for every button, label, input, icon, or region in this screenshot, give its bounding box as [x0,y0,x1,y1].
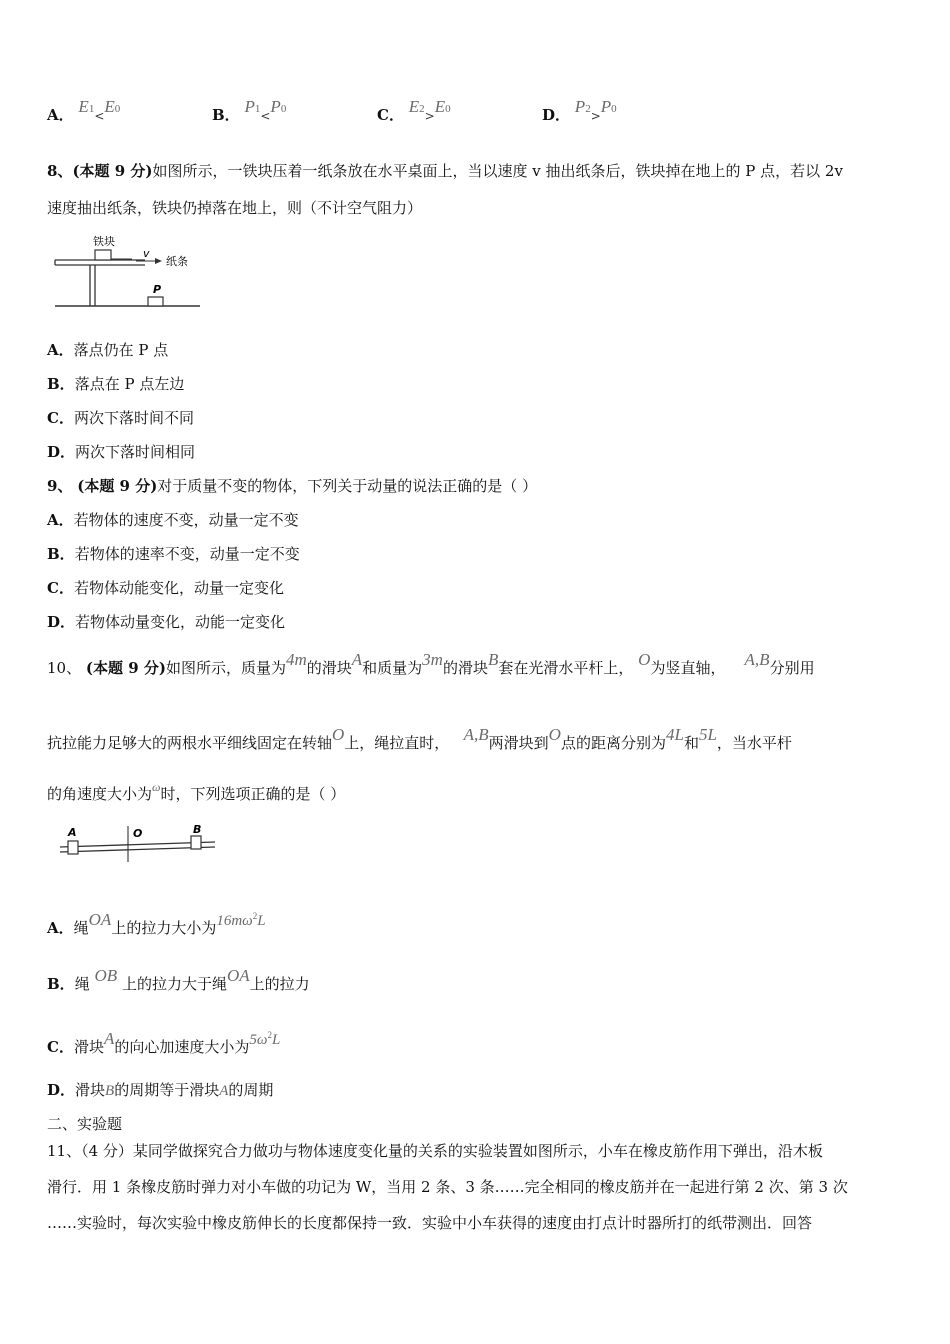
label-o: O [133,827,143,840]
q10-stem-line3: 的角速度大小为$^\omega$时，下列选项正确的是（ ） [47,780,346,803]
q9-option-a[interactable]: A．若物体的速度不变，动量一定不变 [47,511,299,529]
q7-option-d[interactable] [542,97,617,125]
q8-option-b[interactable]: B．落点在 P 点左边 [47,375,185,393]
q10-stem-line1: 10、 (本题 9 分)如图所示，质量为4m的滑块A和质量为3m的滑块B套在光滑水平杆上， O为竖直轴， A,B分别用 [47,650,815,677]
q11-line2: 滑行．用 1 条橡皮筋时弹力对小车做的功记为 W，当用 2 条、3 条……完全相同的橡皮筋并在一起进行第 2 次、第 3 次 [47,1178,848,1196]
math-rhs: E0 [104,97,121,116]
relation: < [94,109,105,123]
q11-line3: ……实验时，每次实验中橡皮筋伸长的长度都保持一致．实验中小车获得的速度由打点计时器所打的纸带测出．回答 [47,1214,813,1232]
q10-option-c[interactable]: C．滑块A的向心加速度大小为$5\omega^2L$ [47,1029,281,1056]
math-lhs: E1 [78,97,95,116]
q9-stem: 9、 (本题 9 分)对于质量不变的物体，下列关于动量的说法正确的是（ ） [47,477,538,495]
option-label: D． [542,106,571,124]
q8-option-c[interactable]: C．两次下落时间不同 [47,409,194,427]
slider-b [191,836,201,849]
paper-label: 纸条 [166,255,188,268]
velocity-label: v [143,247,150,260]
q8-figure [50,232,210,312]
q10-option-a[interactable]: A．绳OA上的拉力大小为$16m\omega^2L$ [47,910,266,937]
q10-option-b[interactable]: B．绳 OB 上的拉力大于绳OA上的拉力 [47,966,310,993]
math-lhs: P1 [244,97,261,116]
relation: > [590,109,601,123]
section-heading: 二、实验题 [47,1115,123,1133]
q7-option-c[interactable] [377,97,451,125]
option-label: A． [47,106,74,124]
q9-option-d[interactable]: D．若物体动量变化，动能一定变化 [47,613,286,631]
iron-block [95,250,111,260]
point-p-label: P [153,283,162,296]
math-rhs: P0 [600,97,617,116]
option-label: C． [377,106,404,124]
q8-option-d[interactable]: D．两次下落时间相同 [47,443,196,461]
q7-option-b[interactable] [212,97,287,125]
q10-stem-line2: 抗拉能力足够大的两根水平细线固定在转轴O上，绳拉直时， A,B两滑块到O点的距离分别为4L和5L，当水平杆 [47,725,792,752]
label-a: A [68,826,77,839]
slider-a [68,841,78,854]
math-rhs: P0 [270,97,287,116]
q7-option-a[interactable] [47,97,121,125]
label-b: B [193,823,202,836]
q8-stem-line2: 速度抽出纸条，铁块仍掉落在地上，则（不计空气阻力） [47,199,423,217]
option-label: B． [212,106,240,124]
q10-figure [55,822,225,864]
relation: > [424,109,435,123]
q9-option-b[interactable]: B．若物体的速率不变，动量一定不变 [47,545,300,563]
q10-option-d[interactable]: D．滑块B的周期等于滑块A的周期 [47,1081,274,1099]
q11-line1: 11、（4 分）某同学做探究合力做功与物体速度变化量的关系的实验装置如图所示，小车在橡皮筋作用下弹出，沿木板 [47,1142,823,1160]
q8-option-a[interactable]: A．落点仍在 P 点 [47,341,169,359]
relation: < [260,109,271,123]
block-label: 铁块 [93,235,115,248]
math-lhs: P2 [574,97,591,116]
point-p-box [148,297,163,306]
math-lhs: E2 [408,97,425,116]
q9-option-c[interactable]: C．若物体动能变化，动量一定变化 [47,579,284,597]
math-rhs: E0 [434,97,451,116]
q8-stem-line1: 8、(本题 9 分)如图所示，一铁块压着一纸条放在水平桌面上，当以速度 v 抽出纸条后，铁块掉在地上的 P 点，若以 2v [47,162,843,180]
